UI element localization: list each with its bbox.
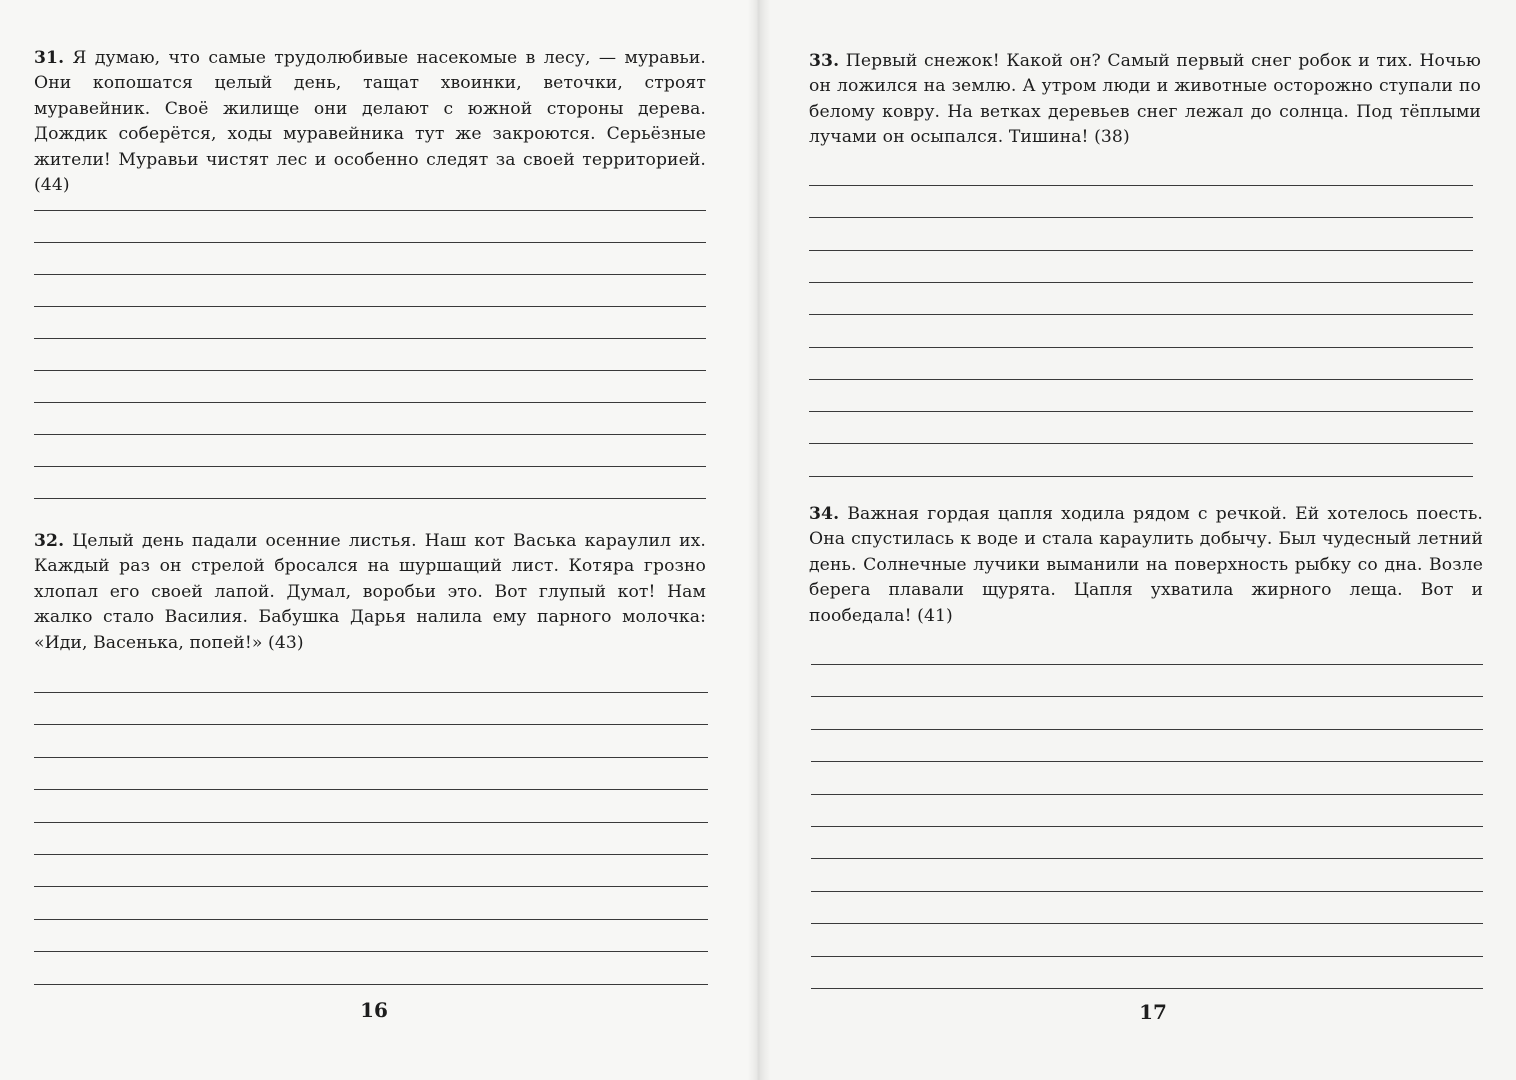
exercise-body: Важная гордая цапля ходила рядом с речкой. Ей хотелось поесть. Она спустилась к воде и стала караулить добычу. Был чудесный летний день. Солнечные лучики выманили на поверхность рыбку со дна. Возле берега плавали щурята. Цапля ухватила жирного леща. Вот и пообедала! (41) (809, 504, 1483, 626)
writing-line (809, 314, 1473, 315)
writing-line (34, 242, 706, 243)
exercise-body: Первый снежок! Какой он? Самый первый снег робок и тих. Ночью он ложился на землю. А утром люди и животные осторожно ступали по белому ковру. На ветках деревьев снег лежал до солнца. Под тёплыми лучами он осыпался. Тишина! (38) (809, 51, 1481, 148)
writing-line (34, 434, 706, 435)
writing-line (809, 347, 1473, 348)
exercise-number: 33. (809, 51, 840, 71)
writing-line (809, 443, 1473, 444)
writing-line (34, 789, 708, 790)
exercise-number: 32. (34, 531, 65, 551)
writing-line (34, 919, 708, 920)
writing-line (809, 250, 1473, 251)
book-gutter-shadow (748, 0, 770, 1080)
exercise-number: 31. (34, 48, 65, 68)
writing-line (811, 729, 1483, 730)
writing-line (811, 891, 1483, 892)
writing-line (809, 217, 1473, 218)
writing-line (811, 664, 1483, 665)
writing-line (34, 757, 708, 758)
writing-line (811, 858, 1483, 859)
exercise-body: Целый день падали осенние листья. Наш кот Васька караулил их. Каждый раз он стрелой бросался на шуршащий лист. Котяра грозно хлопал его своей лапой. Думал, воробьи это. Вот глупый кот! Нам жалко стало Василия. Бабушка Дарья налила ему парного молочка: «Иди, Васенька, попей!» (43) (34, 531, 706, 653)
writing-line (811, 923, 1483, 924)
writing-line (34, 370, 706, 371)
exercise-body: Я думаю, что самые трудолюбивые насекомые в лесу, — муравьи. Они копошатся целый день, тащат хвоинки, веточки, строят муравейник. Своё жилище они делают с южной стороны дерева. Дождик соберётся, ходы муравейника тут же закроются. Серьёзные жители! Муравьи чистят лес и особенно следят за своей территорией. (44) (34, 48, 706, 196)
writing-line (811, 826, 1483, 827)
writing-line (34, 692, 708, 693)
writing-line (34, 951, 708, 952)
writing-line (34, 984, 708, 985)
page-number: 17 (1139, 1000, 1167, 1024)
writing-line (811, 696, 1483, 697)
writing-line (811, 956, 1483, 957)
writing-line (809, 185, 1473, 186)
writing-line (34, 274, 706, 275)
writing-line (811, 988, 1483, 989)
left-page (0, 0, 757, 1080)
writing-line (809, 379, 1473, 380)
writing-line (34, 498, 706, 499)
exercise-31-text (34, 46, 706, 198)
writing-line (34, 306, 706, 307)
writing-line (811, 761, 1483, 762)
exercise-34 (809, 502, 1483, 629)
writing-line (34, 466, 706, 467)
writing-line (809, 476, 1473, 477)
writing-line (34, 338, 706, 339)
exercise-33 (809, 49, 1481, 151)
writing-line (34, 886, 708, 887)
writing-line (34, 822, 708, 823)
exercise-number: 34. (809, 504, 840, 524)
writing-line (809, 411, 1473, 412)
writing-line (811, 794, 1483, 795)
exercise-33-text (809, 49, 1481, 151)
writing-line (809, 282, 1473, 283)
exercise-31 (34, 46, 706, 198)
writing-line (34, 724, 708, 725)
writing-line (34, 210, 706, 211)
exercise-32-text (34, 529, 706, 656)
writing-line (34, 854, 708, 855)
exercise-34-text (809, 502, 1483, 629)
exercise-32 (34, 529, 706, 656)
right-page (759, 0, 1516, 1080)
writing-line (34, 402, 706, 403)
page-number: 16 (360, 998, 388, 1022)
